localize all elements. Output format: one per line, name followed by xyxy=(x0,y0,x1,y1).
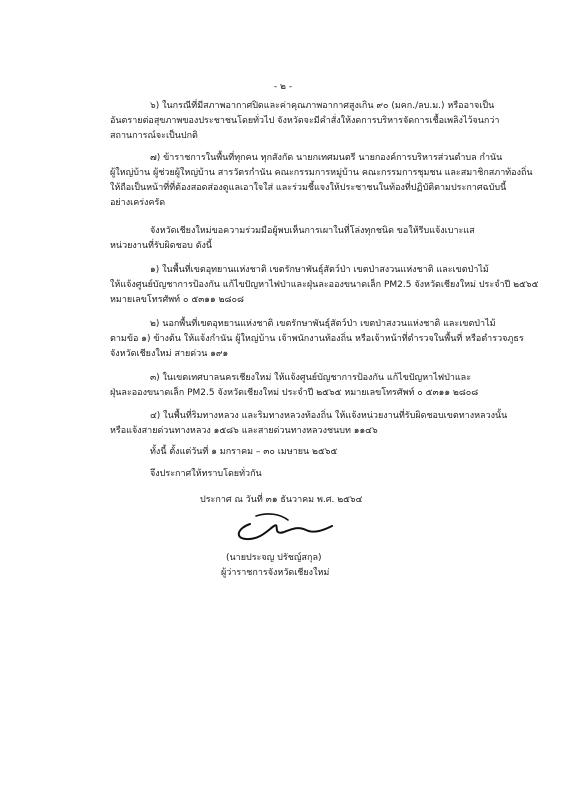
item-7-line-2: ผู้ใหญ่บ้าน ผู้ช่วยผู้ใหญ่บ้าน สารวัตรกำนัน คณะกรรมการหมู่บ้าน คณะกรรมการชุมชน และสมาชิกสภาท้องถิ่น xyxy=(110,168,533,178)
item-7-line-4: อย่างเคร่งครัด xyxy=(110,198,166,208)
contact-2-line-3: จังหวัดเชียงใหม่ สายด่วน ๑๙๑ xyxy=(110,349,229,359)
contact-3-line-1: ๓) ในเขตเทศบาลนครเชียงใหม่ ให้แจ้งศูนย์บัญชาการป้องกัน แก้ไขปัญหาไฟป่าและ xyxy=(150,373,472,383)
item-6-line-3: สถานการณ์จะเป็นปกติ xyxy=(110,131,198,141)
effective-period: ทั้งนี้ ตั้งแต่วันที่ ๑ มกราคม – ๓๐ เมษายน ๒๕๖๕ xyxy=(150,447,338,457)
announcement-date: ประกาศ ณ วันที่ ๓๑ ธันวาคม พ.ศ. ๒๕๖๔ xyxy=(200,495,363,505)
signer-name: (นายประจญ ปรัชญ์สกุล) xyxy=(226,553,322,563)
item-7-line-3: ให้ถือเป็นหน้าที่ที่ต้องสอดส่องดูแลเอาใจใส่ และร่วมชี้แจงให้ประชาชนในท้องที่ปฏิบัติตามประกาศฉบับนี้ xyxy=(110,183,507,193)
contact-2-line-1: ๒) นอกพื้นที่เขตอุทยานแห่งชาติ เขตรักษาพันธุ์สัตว์ป่า เขตป่าสงวนแห่งชาติ และเขตป่าไม้ xyxy=(150,319,496,329)
contact-2-line-2: ตามข้อ ๑) ข้างต้น ให้แจ้งกำนัน ผู้ใหญ่บ้าน เจ้าพนักงานท้องถิ่น หรือเจ้าหน้าที่ตำรวจในพื้นที่ หรือตำรวจภูธร xyxy=(110,334,524,344)
contact-1-line-3: หมายเลขโทรศัพท์ ๐ ๕๓๑๑ ๒๘๐๘ xyxy=(110,295,244,305)
intro-line-2: หน่วยงานที่รับผิดชอบ ดังนี้ xyxy=(110,241,213,251)
item-6-line-2: อันตรายต่อสุขภาพของประชาชนโดยทั่วไป จังหวัดจะมีคำสั่งให้งดการบริหารจัดการเชื้อเพลิงไว้จนกว่า xyxy=(110,116,500,126)
contact-4-line-2: หรือแจ้งสายด่วนทางหลวง ๑๕๘๖ และสายด่วนทางหลวงชนบท ๑๑๔๖ xyxy=(110,426,378,436)
contact-1-line-1: ๑) ในพื้นที่เขตอุทยานแห่งชาติ เขตรักษาพันธุ์สัตว์ป่า เขตป่าสงวนแห่งชาติ และเขตป่าไม้ xyxy=(150,265,489,275)
page-number: - ๒ - xyxy=(273,82,293,92)
announcement-line: จึงประกาศให้ทราบโดยทั่วกัน xyxy=(150,469,262,479)
intro-line-1: จังหวัดเชียงใหม่ขอความร่วมมือผู้พบเห็นการเผาในที่โล่งทุกชนิด ขอให้รีบแจ้งเบาะแส xyxy=(150,226,475,236)
contact-4-line-1: ๔) ในพื้นที่ริมทางหลวง และริมทางหลวงท้องถิ่น ให้แจ้งหน่วยงานที่รับผิดชอบเขตทางหลวงนั้น xyxy=(150,411,508,421)
signer-title: ผู้ว่าราชการจังหวัดเชียงใหม่ xyxy=(221,568,330,578)
item-7-line-1: ๗) ข้าราชการในพื้นที่ทุกคน ทุกสังกัด นายกเทศมนตรี นายกองค์การบริหารส่วนตำบล กำนัน xyxy=(150,153,503,163)
contact-1-line-2: ให้แจ้งศูนย์บัญชาการป้องกัน แก้ไขปัญหาไฟป่าและฝุ่นละอองขนาดเล็ก PM2.5 จังหวัดเชียงใหม่ ประจำปี ๒๕๖๕ xyxy=(110,280,539,290)
contact-3-line-2: ฝุ่นละอองขนาดเล็ก PM2.5 จังหวัดเชียงใหม่ ประจำปี ๒๕๖๕ หมายเลขโทรศัพท์ ๐ ๕๓๑๑ ๒๘๐๘ xyxy=(110,388,479,398)
item-6-line-1: ๖) ในกรณีที่มีสภาพอากาศปิดและค่าคุณภาพอากาศสูงเกิน ๙๐ (มคก./ลบ.ม.) หรืออาจเป็น xyxy=(150,101,495,111)
signature xyxy=(228,506,338,542)
